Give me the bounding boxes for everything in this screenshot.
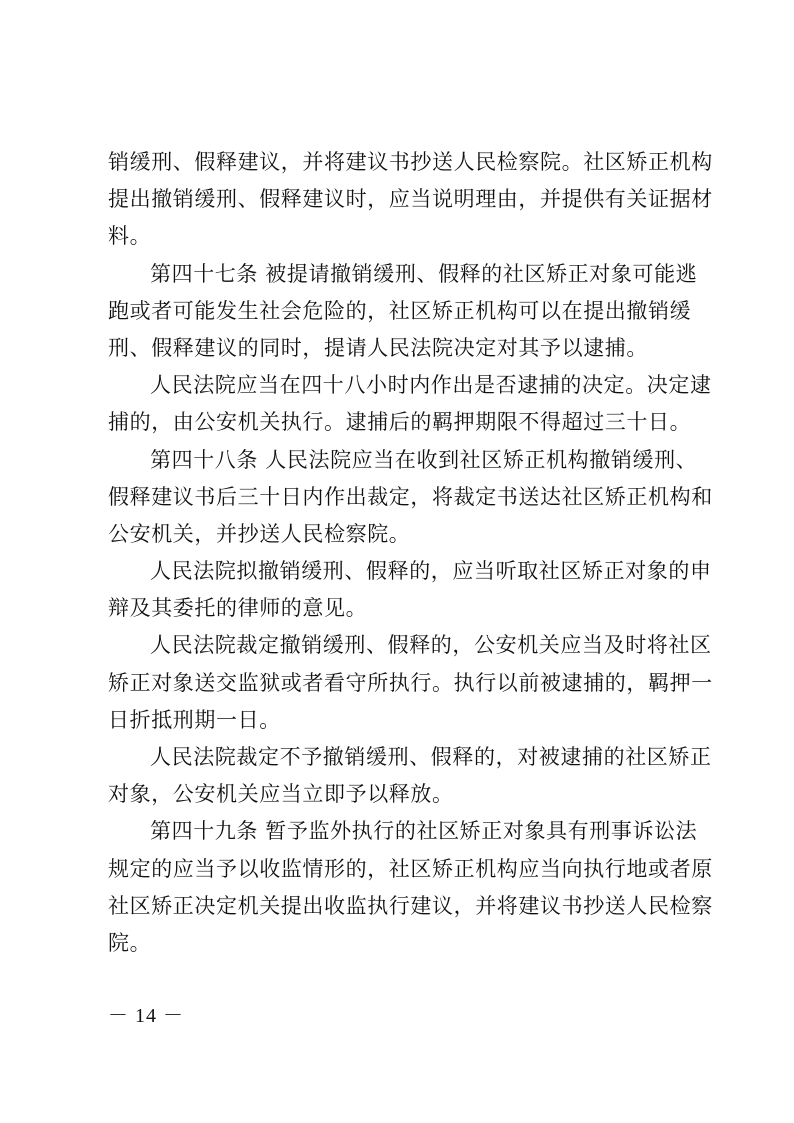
article-47-heading-line: 第四十七条 被提请撤销缓刑、假释的社区矫正对象可能逃 (150, 261, 698, 286)
document-body (108, 144, 713, 962)
article-48-heading-line: 第四十八条 人民法院应当在收到社区矫正机构撤销缓刑、 (150, 447, 698, 472)
text-line: 辩及其委托的律师的意见。 (108, 596, 368, 621)
text-line: 销缓刑、假释建议，并将建议书抄送人民检察院。社区矫正机构 (108, 150, 713, 174)
text-line: 院。 (108, 930, 152, 955)
text-line: 对象，公安机关应当立即予以释放。 (108, 782, 454, 807)
paragraph-start-line: 人民法院应当在四十八小时内作出是否逮捕的决定。决定逮 (150, 373, 712, 398)
text-line: 假释建议书后三十日内作出裁定，将裁定书送达社区矫正机构和 (108, 484, 713, 509)
text-line: 提出撤销缓刑、假释建议时，应当说明理由，并提供有关证据材 (108, 187, 713, 212)
text-line: 跑或者可能发生社会危险的，社区矫正机构可以在提出撤销缓 (108, 298, 692, 323)
text-line: 公安机关，并抄送人民检察院。 (108, 521, 411, 546)
text-line: 日折抵刑期一日。 (108, 707, 281, 732)
paragraph-start-line: 人民法院拟撤销缓刑、假释的，应当听取社区矫正对象的申 (150, 559, 712, 584)
article-49-heading-line: 第四十九条 暂予监外执行的社区矫正对象具有刑事诉讼法 (150, 819, 698, 844)
paragraph-start-line: 人民法院裁定撤销缓刑、假释的，公安机关应当及时将社区 (150, 633, 712, 658)
text-line: 规定的应当予以收监情形的，社区矫正机构应当向执行地或者原 (108, 856, 713, 881)
page-number: － 14 － (108, 1005, 184, 1027)
text-line: 社区矫正决定机关提出收监执行建议，并将建议书抄送人民检察 (108, 893, 713, 918)
paragraph-start-line: 人民法院裁定不予撤销缓刑、假释的，对被逮捕的社区矫正 (150, 745, 712, 769)
text-line: 矫正对象送交监狱或者看守所执行。执行以前被逮捕的，羁押一 (108, 670, 713, 695)
text-line: 料。 (108, 224, 152, 249)
text-line: 刑、假释建议的同时，提请人民法院决定对其予以逮捕。 (108, 335, 648, 360)
text-line: 捕的，由公安机关执行。逮捕后的羁押期限不得超过三十日。 (108, 410, 692, 435)
